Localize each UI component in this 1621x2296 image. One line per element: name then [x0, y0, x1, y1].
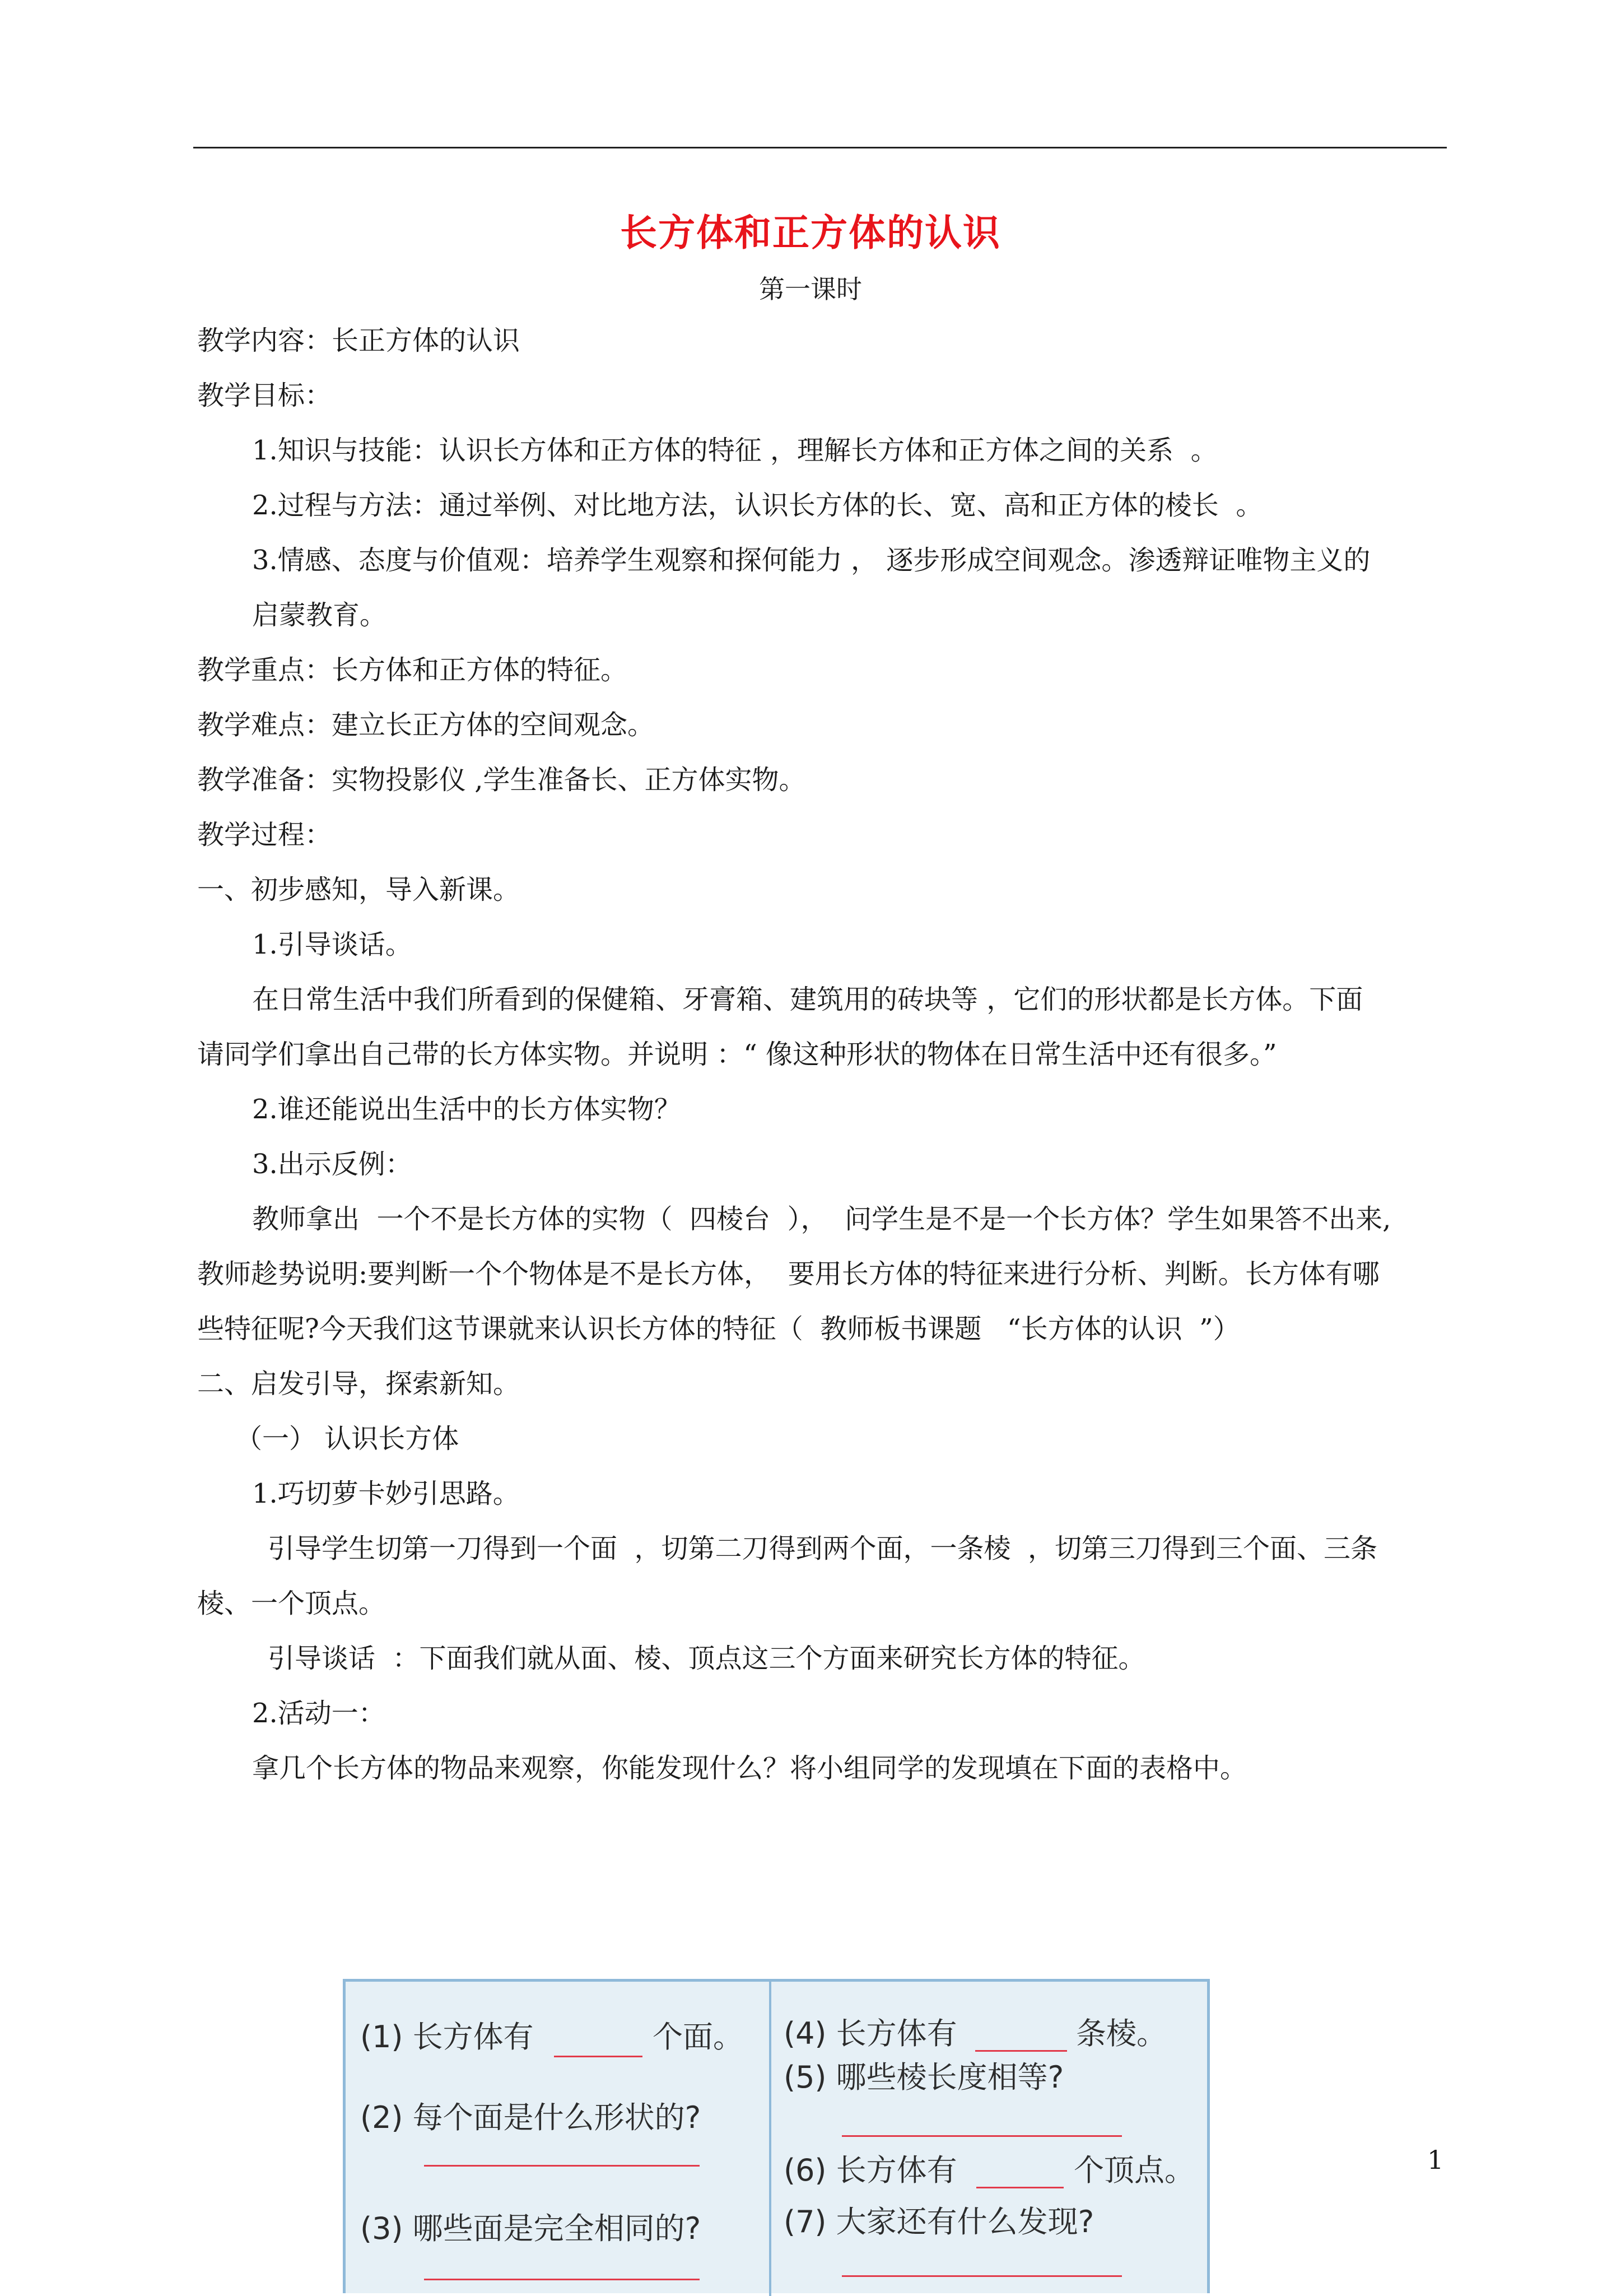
worksheet-question-1: (1) 长方体有: [360, 2019, 534, 2055]
text-line: 启蒙教育。: [252, 599, 387, 631]
document-subtitle: 第一课时: [759, 274, 862, 304]
header-rule: [193, 147, 1447, 148]
worksheet-question-2: (2) 每个面是什么形状的?: [360, 2100, 701, 2135]
text-line: 教学难点：建立长正方体的空间观念。: [197, 709, 655, 741]
worksheet-question-4-suffix: 条棱。: [1076, 2016, 1167, 2051]
text-line: 二、启发引导，探索新知。: [197, 1368, 520, 1400]
text-line: 3.出示反例：: [252, 1149, 412, 1180]
worksheet-divider: [769, 1982, 771, 2296]
answer-blank: [554, 2056, 642, 2057]
text-line: 棱、一个顶点。: [197, 1588, 386, 1619]
text-line: 1.知识与技能：认识长方体和正方体的特征 ，理解长方体和正方体之间的关系 。: [252, 435, 1218, 466]
answer-blank: [842, 2135, 1122, 2137]
answer-blank: [424, 2279, 700, 2280]
text-line: 引导谈话 ：下面我们就从面、棱、顶点这三个方面来研究长方体的特征。: [268, 1643, 1145, 1674]
worksheet-question-3: (3) 哪些面是完全相同的?: [360, 2211, 701, 2246]
worksheet-question-4: (4) 长方体有: [784, 2016, 957, 2051]
text-line: 教学目标：: [197, 380, 332, 411]
worksheet-table-image: [343, 1979, 1210, 2293]
text-line: 2.谁还能说出生活中的长方体实物？: [252, 1094, 681, 1125]
text-line: 2.过程与方法：通过举例、对比地方法，认识长方体的长、宽、高和正方体的棱长 。: [252, 490, 1263, 521]
page-number: 1: [1427, 2145, 1444, 2175]
text-line: 教学准备：实物投影仪 ,学生准备长、正方体实物。: [197, 764, 806, 796]
text-line: 请同学们拿出自己带的长方体实物。并说明 ：“ 像这种形状的物体在日常生活中还有很多。”: [197, 1039, 1277, 1070]
text-line: 一、初步感知，导入新课。: [197, 874, 520, 905]
text-line: 教师趁势说明:要判断一个个物体是不是长方体， 要用长方体的特征来进行分析、判断。长方体有哪: [197, 1258, 1380, 1290]
answer-blank: [842, 2275, 1122, 2277]
worksheet-question-6-suffix: 个顶点。: [1074, 2153, 1195, 2188]
text-line: （一） 认识长方体: [235, 1423, 459, 1454]
text-line: 拿几个长方体的物品来观察，你能发现什么？将小组同学的发现填在下面的表格中。: [252, 1753, 1247, 1784]
answer-blank: [975, 2050, 1067, 2052]
worksheet-question-7: (7) 大家还有什么发现?: [784, 2204, 1094, 2239]
text-line: 教师拿出 一个不是长方体的实物（ 四棱台 ）， 问学生是不是一个长方体？学生如果答不出来,: [252, 1203, 1391, 1235]
text-line: 教学重点：长方体和正方体的特征。: [197, 654, 628, 686]
answer-blank: [976, 2187, 1064, 2188]
worksheet-question-6: (6) 长方体有: [784, 2153, 957, 2188]
text-line: 些特征呢?今天我们这节课就来认识长方体的特征（ 教师板书课题 “长方体的认识 ”）: [197, 1313, 1240, 1345]
document-title: 长方体和正方体的认识: [620, 211, 1001, 254]
text-line: 1.引导谈话。: [252, 929, 412, 960]
text-line: 教学内容：长正方体的认识: [197, 325, 520, 356]
text-line: 教学过程：: [197, 819, 332, 850]
text-line: 在日常生活中我们所看到的保健箱、牙膏箱、建筑用的砖块等 ，它们的形状都是长方体。下面: [252, 984, 1363, 1015]
text-line: 引导学生切第一刀得到一个面 ，切第二刀得到两个面，一条棱 ，切第三刀得到三个面、三条: [268, 1533, 1378, 1564]
worksheet-question-5: (5) 哪些棱长度相等?: [784, 2060, 1064, 2095]
answer-blank: [424, 2165, 700, 2167]
worksheet-question-1-suffix: 个面。: [653, 2019, 743, 2055]
text-line: 3.情感、态度与价值观：培养学生观察和探何能力 ， 逐步形成空间观念。渗透辩证唯物主义的: [252, 545, 1371, 576]
text-line: 1.巧切萝卡妙引思路。: [252, 1478, 520, 1509]
text-line: 2.活动一：: [252, 1698, 385, 1729]
